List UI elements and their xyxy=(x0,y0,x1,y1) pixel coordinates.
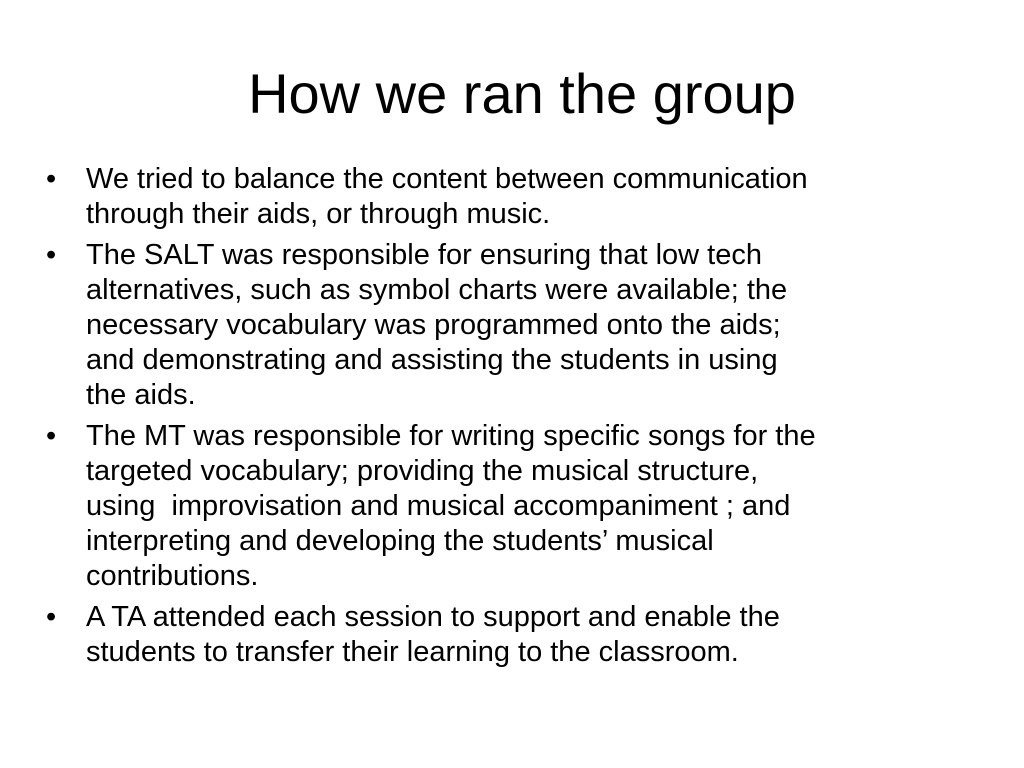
bullet-text-line: The MT was responsible for writing specific songs for the xyxy=(86,420,816,452)
bullet-item xyxy=(46,162,966,232)
bullet-text-line: students to transfer their learning to the classroom. xyxy=(86,636,739,668)
bullet-text-line: The SALT was responsible for ensuring that low tech xyxy=(86,239,762,271)
bullet-icon: • xyxy=(46,601,57,633)
bullet-text-line: contributions. xyxy=(86,560,259,592)
bullet-text-line: A TA attended each session to support and enable the xyxy=(86,601,780,633)
bullet-text-line: necessary vocabulary was programmed onto the aids; xyxy=(86,309,781,341)
bullet-item xyxy=(46,600,966,670)
bullet-icon: • xyxy=(46,239,57,271)
bullet-text-line: interpreting and developing the students’ musical xyxy=(86,525,714,557)
slide-title: How we ran the group xyxy=(248,62,796,125)
bullet-text-line: through their aids, or through music. xyxy=(86,198,551,230)
bullet-text-line: and demonstrating and assisting the students in using xyxy=(86,344,778,376)
bullet-item xyxy=(46,238,966,413)
bullet-icon: • xyxy=(46,420,57,452)
bullet-item xyxy=(46,419,966,594)
bullet-text-line: targeted vocabulary; providing the musical structure, xyxy=(86,455,759,487)
bullet-text-line: using improvisation and musical accompaniment ; and xyxy=(86,490,791,522)
bullet-text-line: the aids. xyxy=(86,379,196,411)
bullet-text-line: alternatives, such as symbol charts were available; the xyxy=(86,274,788,306)
bullet-text-line: We tried to balance the content between communication xyxy=(86,163,808,195)
bullet-icon: • xyxy=(46,163,57,195)
bullet-list xyxy=(46,162,966,676)
